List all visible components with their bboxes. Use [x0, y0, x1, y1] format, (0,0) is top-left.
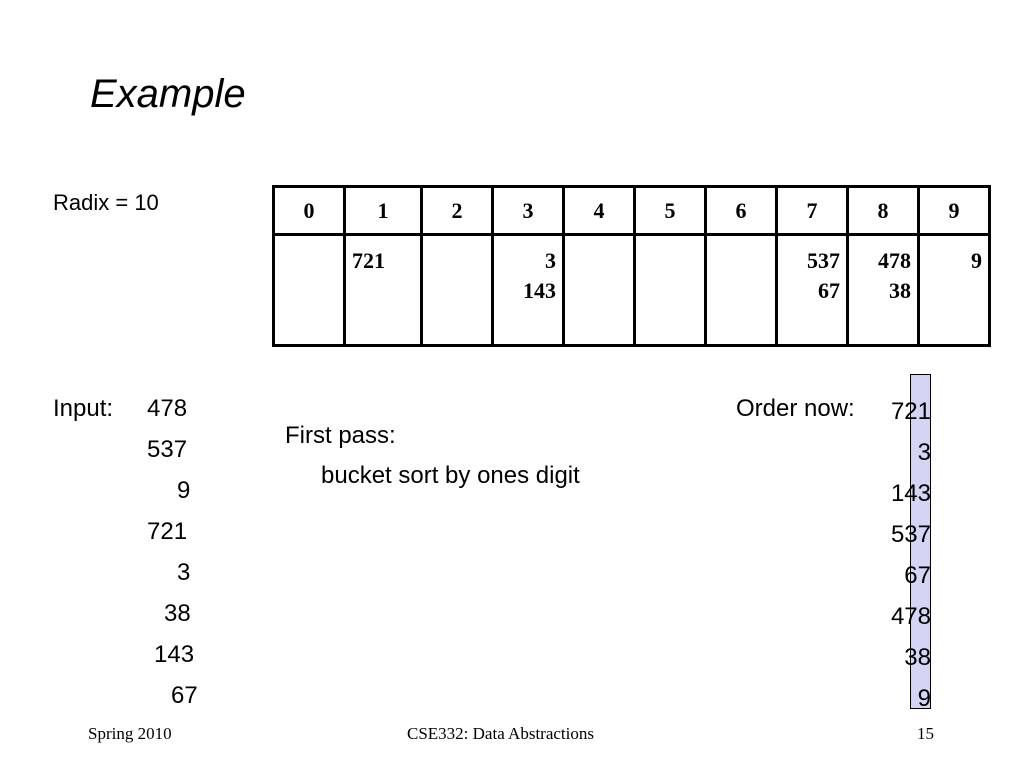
- radix-label: Radix = 10: [53, 190, 159, 215]
- order-item: 9: [917, 685, 931, 712]
- input-item: 721: [147, 518, 188, 545]
- order-item: 478: [890, 603, 931, 630]
- slide-title: Example: [90, 72, 246, 116]
- bucket-value: 9: [971, 248, 982, 273]
- bucket-header-3: 3: [493, 187, 564, 235]
- footer-course: CSE332: Data Abstractions: [407, 724, 594, 743]
- bucket-value: 478: [878, 248, 911, 273]
- bucket-header-1: 1: [345, 187, 422, 235]
- footer-page-number: 15: [917, 724, 934, 743]
- order-label: Order now:: [736, 395, 855, 422]
- bucket-cell-7: [777, 235, 848, 346]
- bucket-header-8: 8: [848, 187, 919, 235]
- bucket-header-6: 6: [706, 187, 777, 235]
- order-item: [884, 391, 931, 432]
- bucket-content-row: [274, 235, 990, 346]
- bucket-header-5: 5: [635, 187, 706, 235]
- bucket-cell-2: [422, 235, 493, 346]
- bucket-header-9: 9: [919, 187, 990, 235]
- bucket-value: 38: [889, 278, 911, 303]
- bucket-cell-5: [635, 235, 706, 346]
- bucket-cell-1: [345, 235, 422, 346]
- footer-date: Spring 2010: [88, 724, 172, 743]
- input-item: 9: [177, 477, 191, 504]
- pass-title: First pass:: [285, 422, 396, 449]
- order-list: [884, 395, 931, 719]
- order-item: 38: [904, 644, 931, 671]
- bucket-value: 67: [818, 278, 840, 303]
- input-item: 478: [147, 395, 188, 422]
- bucket-cell-6: [706, 235, 777, 346]
- bucket-cell-3: [493, 235, 564, 346]
- bucket-header-2: 2: [422, 187, 493, 235]
- order-item-value: 721: [890, 398, 931, 425]
- bucket-cell-4: [564, 235, 635, 346]
- order-item: 143: [890, 480, 931, 507]
- bucket-cell-8: [848, 235, 919, 346]
- bucket-value: 3: [545, 248, 556, 273]
- input-item: 38: [164, 600, 191, 627]
- bucket-value: 537: [807, 248, 840, 273]
- bucket-cell-9: [919, 235, 990, 346]
- input-item: 67: [171, 682, 198, 709]
- input-label: Input:: [53, 395, 114, 422]
- order-item: 67: [904, 562, 931, 589]
- pass-description: bucket sort by ones digit: [321, 462, 580, 489]
- bucket-value: 143: [523, 278, 556, 303]
- order-item: 537: [890, 521, 931, 548]
- bucket-header-0: 0: [274, 187, 345, 235]
- bucket-table: [272, 185, 991, 347]
- order-item: 3: [917, 439, 931, 466]
- input-item: 537: [147, 436, 188, 463]
- bucket-value: 721: [352, 248, 385, 273]
- bucket-header-row: [274, 187, 990, 235]
- input-item: 143: [154, 641, 195, 668]
- bucket-header-4: 4: [564, 187, 635, 235]
- bucket-header-7: 7: [777, 187, 848, 235]
- input-item: 3: [177, 559, 191, 586]
- bucket-cell-0: [274, 235, 345, 346]
